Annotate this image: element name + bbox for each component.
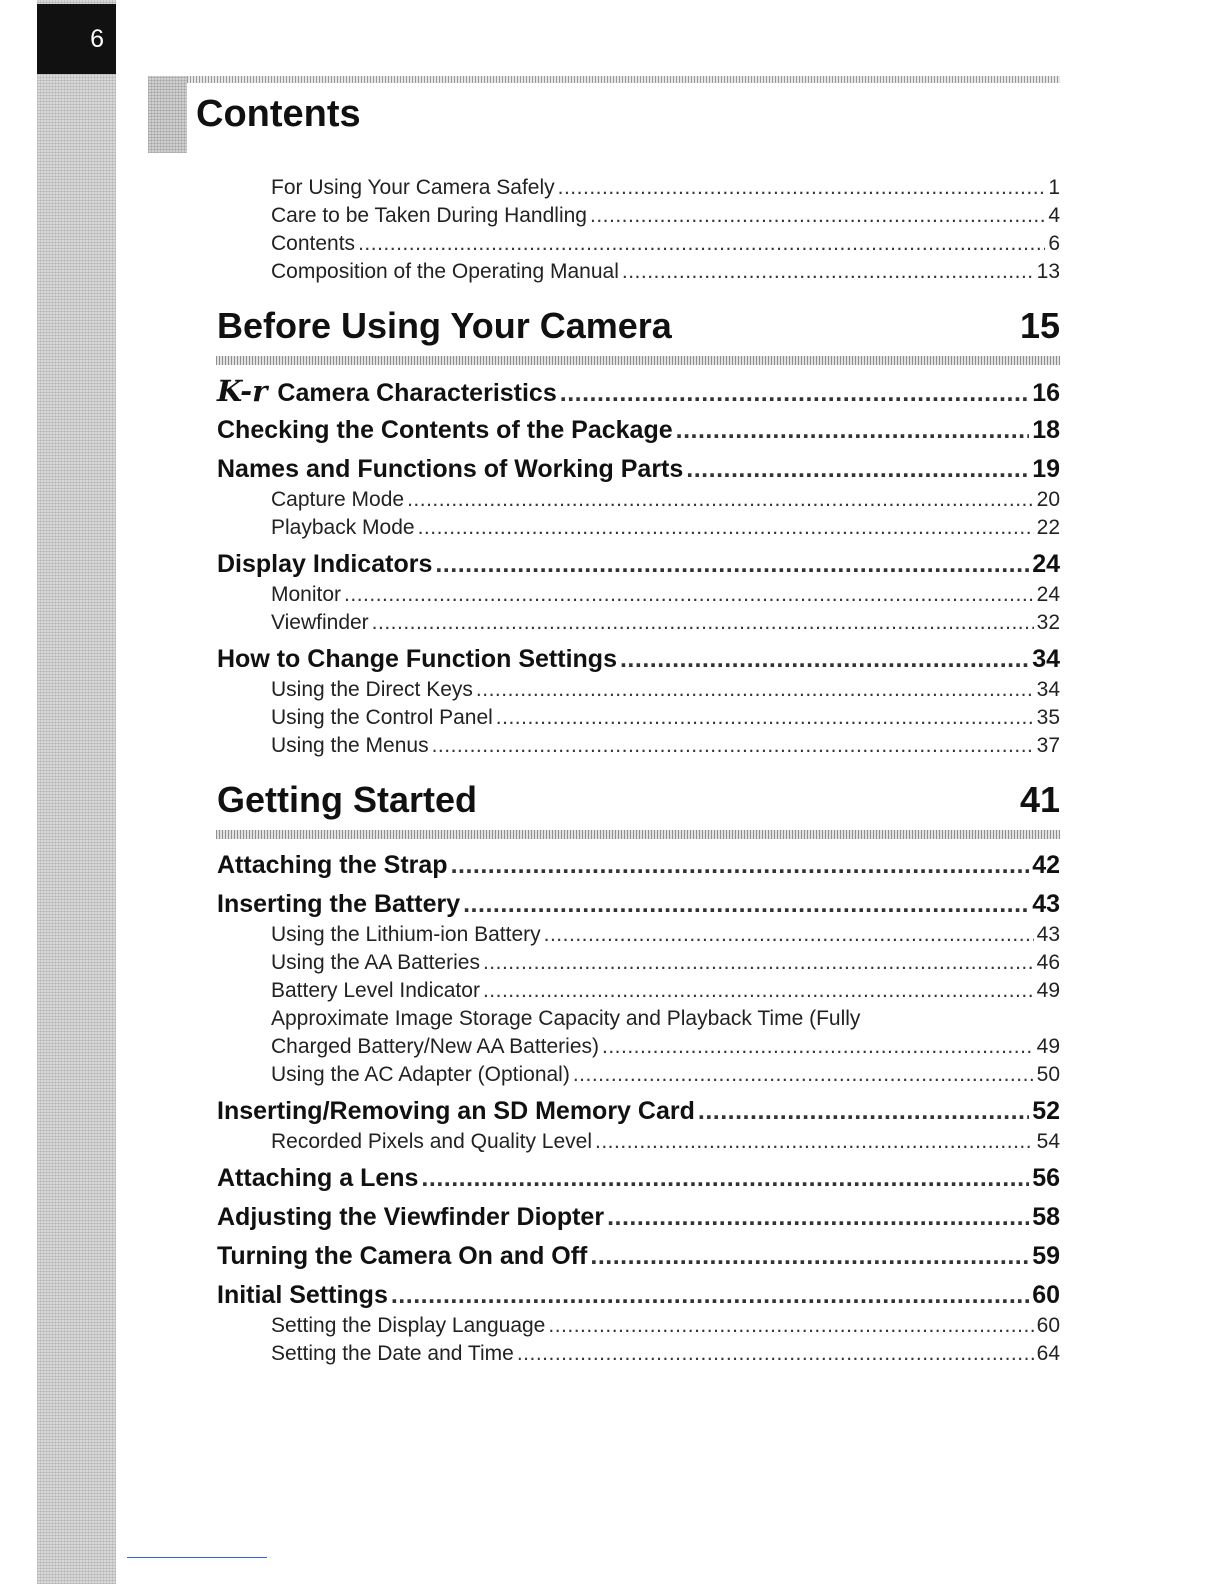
toc-section[interactable]: Checking the Contents of the Package ..... 18 [217, 408, 1060, 447]
toc-section[interactable]: K-r Camera Characteristics ..... 16 [217, 369, 1060, 408]
title-marker-block [148, 76, 187, 153]
toc-subsection[interactable]: Setting the Display Language ..... 60 [217, 1312, 1060, 1340]
toc-subsection[interactable]: Using the Lithium-ion Battery ..... 43 [217, 921, 1060, 949]
chapter-heading[interactable] [217, 775, 1060, 825]
toc-subsection[interactable]: Recorded Pixels and Quality Level ..... 54 [217, 1128, 1060, 1156]
page-number: 6 [90, 25, 104, 53]
toc-section[interactable]: Turning the Camera On and Off ..... 59 [217, 1234, 1060, 1273]
toc-subsection[interactable]: Viewfinder ..... 32 [217, 609, 1060, 637]
chapter-title: Getting Started [217, 779, 478, 820]
header-rule [148, 76, 1060, 83]
chapter-rule [216, 830, 1060, 839]
chapter-page: 41 [1019, 779, 1060, 820]
toc-subsection[interactable]: Using the Direct Keys ..... 34 [217, 676, 1060, 704]
toc-subsection[interactable]: Using the Menus ..... 37 [217, 732, 1060, 760]
toc-section[interactable]: Adjusting the Viewfinder Diopter ..... 58 [217, 1195, 1060, 1234]
toc-section[interactable]: Attaching the Strap ..... 42 [217, 843, 1060, 882]
page-number-tab [37, 4, 116, 74]
toc-section[interactable]: How to Change Function Settings ..... 34 [217, 637, 1060, 676]
toc-entry-safety[interactable]: For Using Your Camera Safely ..... 1 [217, 174, 1060, 202]
toc-section[interactable]: Names and Functions of Working Parts ..... 19 [217, 447, 1060, 486]
page-title: Contents [196, 93, 361, 135]
kr-logo: K-r [217, 374, 268, 408]
footer-link-line [127, 1557, 267, 1558]
chapter-rule [216, 356, 1060, 365]
toc-subsection[interactable]: Playback Mode ..... 22 [217, 514, 1060, 542]
chapter-page: 15 [1019, 305, 1060, 346]
toc-section[interactable]: Display Indicators ..... 24 [217, 542, 1060, 581]
toc-subsection[interactable]: Setting the Date and Time ..... 64 [217, 1340, 1060, 1368]
toc-subsection[interactable]: Using the AA Batteries ..... 46 [217, 949, 1060, 977]
toc-subsection[interactable]: Capture Mode ..... 20 [217, 486, 1060, 514]
toc-subsection-line2[interactable]: Charged Battery/New AA Batteries) ..... 49 [217, 1033, 1060, 1061]
side-margin-bar [37, 0, 116, 1584]
spacer [217, 760, 1060, 775]
toc-entry-contents[interactable]: Contents ..... 6 [217, 230, 1060, 258]
toc-subsection[interactable]: Using the Control Panel ..... 35 [217, 704, 1060, 732]
toc-subsection[interactable]: Using the AC Adapter (Optional) ..... 50 [217, 1061, 1060, 1089]
table-of-contents [217, 174, 1060, 1368]
toc-subsection[interactable]: Monitor ..... 24 [217, 581, 1060, 609]
toc-section[interactable]: Inserting/Removing an SD Memory Card ..... 52 [217, 1089, 1060, 1128]
toc-section[interactable]: Attaching a Lens ..... 56 [217, 1156, 1060, 1195]
chapter-heading[interactable] [217, 301, 1060, 351]
toc-subsection[interactable]: Battery Level Indicator ..... 49 [217, 977, 1060, 1005]
toc-section[interactable]: Inserting the Battery ..... 43 [217, 882, 1060, 921]
spacer [217, 286, 1060, 301]
toc-section[interactable]: Initial Settings ..... 60 [217, 1273, 1060, 1312]
toc-entry-composition[interactable]: Composition of the Operating Manual ..... 13 [217, 258, 1060, 286]
toc-entry-handling[interactable]: Care to be Taken During Handling ..... 4 [217, 202, 1060, 230]
toc-subsection-line1[interactable]: Approximate Image Storage Capacity and Playback Time (Fully [271, 1007, 861, 1030]
chapter-title: Before Using Your Camera [217, 305, 672, 346]
